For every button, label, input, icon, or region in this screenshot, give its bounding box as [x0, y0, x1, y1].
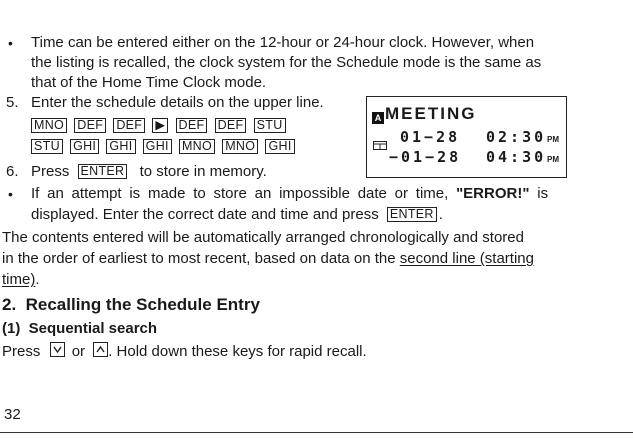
key-ghi: GHI [265, 139, 294, 154]
mode-a-icon: A [372, 112, 384, 124]
key-stu: STU [254, 118, 286, 133]
error-text: "ERROR!" [456, 185, 530, 202]
bullet1-line2: the listing is recalled, the clock system for the Schedule mode is the same as [31, 54, 542, 71]
page-number: 32 [4, 406, 21, 423]
up-arrow-key-icon [93, 342, 108, 357]
recall-instruction [2, 342, 367, 361]
key-ghi: GHI [106, 139, 135, 154]
key-ghi: GHI [143, 139, 172, 154]
down-arrow-key-icon [50, 342, 65, 357]
key-stu: STU [31, 139, 63, 154]
step5-number: 5. [6, 94, 19, 111]
bullet2-line2 [31, 206, 443, 224]
bottom-rule [0, 432, 633, 433]
key-def: DEF [176, 118, 208, 133]
key-right-arrow: ▶ [152, 118, 168, 133]
key-def: DEF [113, 118, 145, 133]
key-def: DEF [74, 118, 106, 133]
lcd-title: MEETING [385, 104, 477, 123]
period: . [438, 206, 443, 223]
paragraph-line2 [2, 250, 534, 268]
bullet-dot: • [8, 186, 13, 202]
section-heading: 2. Recalling the Schedule Entry [2, 295, 260, 314]
bullet-dot: • [8, 35, 13, 51]
lcd-row2-time: 04:30 [486, 148, 547, 166]
bullet2-text-end: is [537, 185, 549, 202]
step5-text: Enter the schedule details on the upper line. [31, 94, 324, 111]
press-text: Press [2, 343, 41, 360]
or-text: or [71, 343, 86, 360]
section-subheading: (1) Sequential search [2, 320, 158, 337]
lcd-row1-time: 02:30 [486, 128, 547, 146]
lcd-display [366, 96, 567, 178]
bullet2-line1 [31, 185, 548, 203]
step6-line [31, 163, 267, 181]
period: . [35, 271, 40, 288]
bullet2-text: If an attempt is made to store an impossible date or time, [31, 185, 449, 202]
key-enter: ENTER [78, 164, 128, 179]
paragraph-text: in the order of earliest to most recent, based on data on the [2, 250, 396, 267]
bullet1-line3: that of the Home Time Clock mode. [31, 74, 267, 91]
underlined-text: second line (starting [399, 250, 534, 267]
instruction-text: . Hold down these keys for rapid recall. [108, 343, 367, 360]
bullet1-line1: Time can be entered either on the 12-hour or 24-hour clock. However, when [31, 34, 535, 51]
lcd-row2-date: −01−28 [389, 148, 462, 166]
card-icon [373, 137, 387, 154]
lcd-row1-pm: PM [547, 135, 559, 144]
key-mno: MNO [31, 118, 67, 133]
key-ghi: GHI [70, 139, 99, 154]
key-mno: MNO [222, 139, 258, 154]
step6-suffix: to store in memory. [139, 163, 267, 180]
step6-prefix: Press [31, 163, 70, 180]
lcd-row2-pm: PM [547, 155, 559, 164]
lcd-row1-date: 01−28 [400, 128, 461, 146]
bullet2-text-2: displayed. Enter the correct date and time and press [31, 206, 379, 223]
key-enter: ENTER [387, 207, 437, 222]
underlined-text: time) [2, 271, 36, 288]
key-def: DEF [215, 118, 247, 133]
step6-number: 6. [6, 163, 19, 180]
paragraph-line3 [2, 271, 40, 289]
key-mno: MNO [179, 139, 215, 154]
key-row-1 [31, 117, 289, 134]
paragraph-line1: The contents entered will be automatically arranged chronologically and stored [2, 229, 524, 246]
key-row-2 [31, 138, 298, 155]
